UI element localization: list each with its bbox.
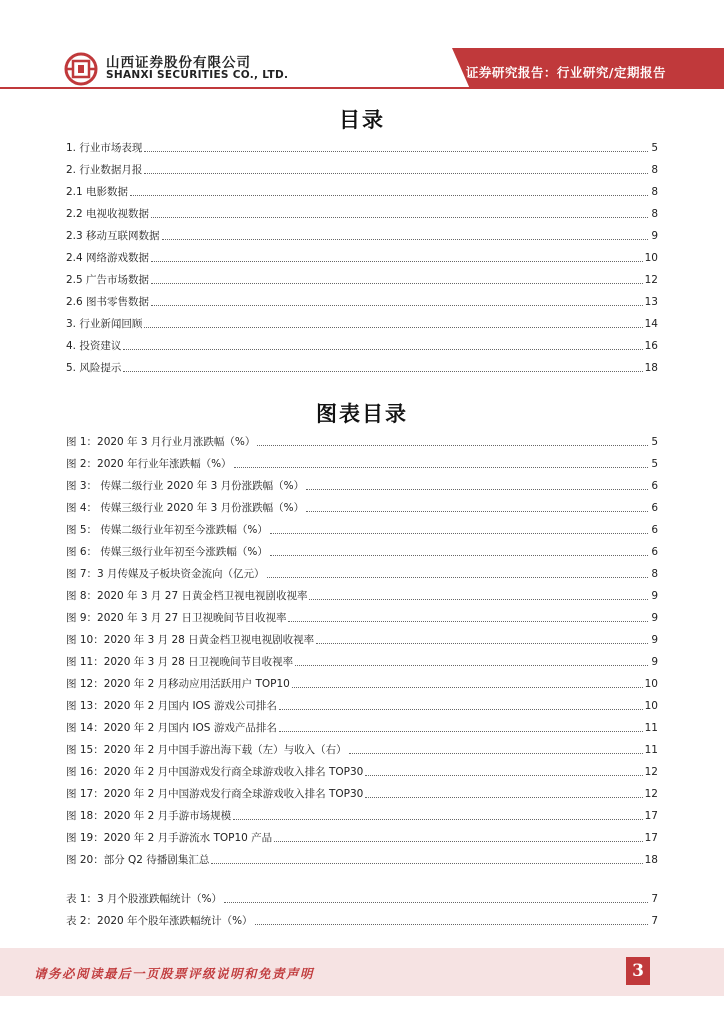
figure-entry-page: 12 bbox=[644, 766, 658, 778]
figure-entry-label: 图 14：2020 年 2 月国内 IOS 游戏产品排名 bbox=[66, 722, 277, 734]
toc-entry-page: 10 bbox=[644, 252, 658, 264]
toc-entry[interactable] bbox=[66, 287, 658, 309]
figure-entry-label: 图 17：2020 年 2 月中国游戏发行商全球游戏收入排名 TOP30 bbox=[66, 788, 364, 800]
figure-entry-label: 图 1：2020 年 3 月行业月涨跌幅（%） bbox=[66, 436, 256, 448]
figure-entry[interactable] bbox=[66, 757, 658, 779]
toc-entry-page: 12 bbox=[644, 274, 658, 286]
figure-entry-label: 图 11：2020 年 3 月 28 日卫视晚间节目收视率 bbox=[66, 656, 294, 668]
report-type: 证券研究报告：行业研究/定期报告 bbox=[465, 65, 666, 80]
toc-entry-label: 2. 行业数据月报 bbox=[66, 164, 143, 176]
dot-leader bbox=[267, 576, 648, 578]
figure-entry-label: 图 13：2020 年 2 月国内 IOS 游戏公司排名 bbox=[66, 700, 277, 712]
toc-entry-page: 5 bbox=[651, 142, 658, 154]
figure-list-title: 图表目录 bbox=[316, 402, 408, 426]
figure-entry-label: 图 2：2020 年行业年涨跌幅（%） bbox=[66, 458, 232, 470]
figure-entry-page: 5 bbox=[651, 458, 658, 470]
toc-entry-page: 8 bbox=[651, 186, 658, 198]
figure-entry[interactable] bbox=[66, 691, 658, 713]
toc-entry-label: 2.2 电视收视数据 bbox=[66, 208, 150, 220]
figure-entry-page: 6 bbox=[651, 502, 658, 514]
figure-entry-label: 图 12：2020 年 2 月移动应用活跃用户 TOP10 bbox=[66, 678, 290, 690]
figure-entry-label: 图 6： 传媒三级行业年初至今涨跌幅（%） bbox=[66, 546, 268, 558]
toc-entry-label: 3. 行业新闻回顾 bbox=[66, 318, 143, 330]
figure-entry-page: 6 bbox=[651, 480, 658, 492]
dot-leader bbox=[306, 488, 648, 490]
figure-entry[interactable] bbox=[66, 713, 658, 735]
figure-entry[interactable] bbox=[66, 493, 658, 515]
toc-entry[interactable] bbox=[66, 243, 658, 265]
figure-entry-label: 图 3： 传媒二级行业 2020 年 3 月份涨跌幅（%） bbox=[66, 480, 305, 492]
figure-entry-label: 图 5： 传媒二级行业年初至今涨跌幅（%） bbox=[66, 524, 268, 536]
figure-entry[interactable] bbox=[66, 471, 658, 493]
dot-leader bbox=[349, 752, 643, 754]
dot-leader bbox=[270, 532, 648, 534]
toc-entry-page: 16 bbox=[644, 340, 658, 352]
dot-leader bbox=[234, 466, 648, 468]
toc-list bbox=[66, 133, 658, 375]
dot-leader bbox=[274, 840, 642, 842]
figure-entry-page: 10 bbox=[644, 700, 658, 712]
figure-entry-page: 10 bbox=[644, 678, 658, 690]
table-entry[interactable] bbox=[66, 906, 658, 928]
figure-entry-page: 11 bbox=[644, 744, 658, 756]
dot-leader bbox=[144, 326, 642, 328]
table-entry-label: 表 2：2020 年个股年涨跌幅统计（%） bbox=[66, 915, 253, 927]
toc-entry-label: 2.5 广告市场数据 bbox=[66, 274, 150, 286]
dot-leader bbox=[130, 194, 648, 196]
figure-entry-page: 8 bbox=[651, 568, 658, 580]
figure-entry-label: 图 10：2020 年 3 月 28 日黄金档卫视电视剧收视率 bbox=[66, 634, 315, 646]
dot-leader bbox=[365, 774, 642, 776]
figure-entry-label: 图 7：3 月传媒及子板块资金流向（亿元） bbox=[66, 568, 265, 580]
toc-entry[interactable] bbox=[66, 309, 658, 331]
toc-entry-page: 8 bbox=[651, 208, 658, 220]
dot-leader bbox=[151, 304, 643, 306]
dot-leader bbox=[255, 923, 648, 925]
figure-entry[interactable] bbox=[66, 647, 658, 669]
toc-entry[interactable] bbox=[66, 353, 658, 375]
disclaimer: 请务必阅读最后一页股票评级说明和免责声明 bbox=[34, 966, 315, 981]
figure-entry[interactable] bbox=[66, 559, 658, 581]
figure-entry-page: 9 bbox=[651, 656, 658, 668]
dot-leader bbox=[309, 598, 648, 600]
dot-leader bbox=[270, 554, 648, 556]
figure-entry[interactable] bbox=[66, 581, 658, 603]
page-header bbox=[0, 0, 724, 100]
figure-entry-label: 图 18：2020 年 2 月手游市场规模 bbox=[66, 810, 232, 822]
dot-leader bbox=[295, 664, 648, 666]
table-entry[interactable] bbox=[66, 884, 658, 906]
figure-entry[interactable] bbox=[66, 449, 658, 471]
figure-entry[interactable] bbox=[66, 735, 658, 757]
figure-entry-label: 图 9：2020 年 3 月 27 日卫视晚间节目收视率 bbox=[66, 612, 287, 624]
figure-entry-page: 5 bbox=[651, 436, 658, 448]
figure-entry[interactable] bbox=[66, 823, 658, 845]
dot-leader bbox=[316, 642, 648, 644]
figure-entry-page: 18 bbox=[644, 854, 658, 866]
dot-leader bbox=[288, 620, 648, 622]
figure-entry[interactable] bbox=[66, 427, 658, 449]
dot-leader bbox=[292, 686, 643, 688]
figure-entry[interactable] bbox=[66, 515, 658, 537]
figure-entry-label: 图 4： 传媒三级行业 2020 年 3 月份涨跌幅（%） bbox=[66, 502, 305, 514]
dot-leader bbox=[279, 708, 643, 710]
page-number: 3 bbox=[626, 957, 650, 985]
dot-leader bbox=[151, 260, 643, 262]
dot-leader bbox=[162, 238, 648, 240]
toc-entry-label: 2.1 电影数据 bbox=[66, 186, 129, 198]
toc-entry-label: 5. 风险提示 bbox=[66, 362, 122, 374]
dot-leader bbox=[306, 510, 648, 512]
dot-leader bbox=[151, 282, 643, 284]
figure-entry-page: 6 bbox=[651, 546, 658, 558]
figure-entry[interactable] bbox=[66, 603, 658, 625]
figure-entry[interactable] bbox=[66, 625, 658, 647]
toc-entry[interactable] bbox=[66, 155, 658, 177]
company-name-en: SHANXI SECURITIES CO., LTD. bbox=[106, 69, 289, 81]
dot-leader bbox=[151, 216, 648, 218]
header-banner bbox=[0, 0, 724, 100]
toc-entry[interactable] bbox=[66, 199, 658, 221]
toc-entry-page: 9 bbox=[651, 230, 658, 242]
toc-entry-label: 2.4 网络游戏数据 bbox=[66, 252, 150, 264]
toc-entry-label: 1. 行业市场表现 bbox=[66, 142, 143, 154]
figure-entry-page: 6 bbox=[651, 524, 658, 536]
figure-entry-label: 图 20：部分 Q2 待播剧集汇总 bbox=[66, 854, 210, 866]
table-entry-page: 7 bbox=[651, 893, 658, 905]
figure-entry-page: 9 bbox=[651, 612, 658, 624]
toc-entry-label: 2.6 图书零售数据 bbox=[66, 296, 150, 308]
toc-entry-label: 4. 投资建议 bbox=[66, 340, 122, 352]
company-name-cn: 山西证券股份有限公司 bbox=[106, 55, 251, 71]
figure-list bbox=[66, 427, 658, 867]
figure-entry-page: 9 bbox=[651, 634, 658, 646]
toc-entry-page: 13 bbox=[644, 296, 658, 308]
dot-leader bbox=[123, 348, 642, 350]
toc-entry-page: 8 bbox=[651, 164, 658, 176]
dot-leader bbox=[123, 370, 642, 372]
table-entry-page: 7 bbox=[651, 915, 658, 927]
figure-entry[interactable] bbox=[66, 801, 658, 823]
figure-entry[interactable] bbox=[66, 845, 658, 867]
toc-entry-page: 18 bbox=[644, 362, 658, 374]
toc-entry[interactable] bbox=[66, 265, 658, 287]
dot-leader bbox=[211, 862, 642, 864]
dot-leader bbox=[144, 172, 648, 174]
table-entry-label: 表 1：3 月个股涨跌幅统计（%） bbox=[66, 893, 223, 905]
toc-entry[interactable] bbox=[66, 177, 658, 199]
company-logo-icon bbox=[64, 52, 98, 86]
figure-entry[interactable] bbox=[66, 669, 658, 691]
dot-leader bbox=[365, 796, 642, 798]
figure-entry-page: 9 bbox=[651, 590, 658, 602]
figure-entry-page: 17 bbox=[644, 810, 658, 822]
dot-leader bbox=[257, 444, 648, 446]
figure-entry-label: 图 8：2020 年 3 月 27 日黄金档卫视电视剧收视率 bbox=[66, 590, 308, 602]
toc-entry-label: 2.3 移动互联网数据 bbox=[66, 230, 160, 242]
toc-entry[interactable] bbox=[66, 331, 658, 353]
dot-leader bbox=[144, 150, 648, 152]
dot-leader bbox=[279, 730, 643, 732]
figure-entry-label: 图 19：2020 年 2 月手游流水 TOP10 产品 bbox=[66, 832, 273, 844]
figure-entry-page: 12 bbox=[644, 788, 658, 800]
figure-entry-label: 图 16：2020 年 2 月中国游戏发行商全球游戏收入排名 TOP30 bbox=[66, 766, 364, 778]
dot-leader bbox=[233, 818, 643, 820]
figure-entry-page: 11 bbox=[644, 722, 658, 734]
table-list bbox=[66, 884, 658, 928]
page-footer bbox=[0, 948, 724, 996]
figure-entry[interactable] bbox=[66, 537, 658, 559]
figure-entry[interactable] bbox=[66, 779, 658, 801]
toc-entry[interactable] bbox=[66, 133, 658, 155]
toc-entry-page: 14 bbox=[644, 318, 658, 330]
figure-entry-page: 17 bbox=[644, 832, 658, 844]
dot-leader bbox=[224, 901, 648, 903]
figure-entry-label: 图 15：2020 年 2 月中国手游出海下载（左）与收入（右） bbox=[66, 744, 347, 756]
toc-entry[interactable] bbox=[66, 221, 658, 243]
toc-title: 目录 bbox=[339, 108, 385, 132]
